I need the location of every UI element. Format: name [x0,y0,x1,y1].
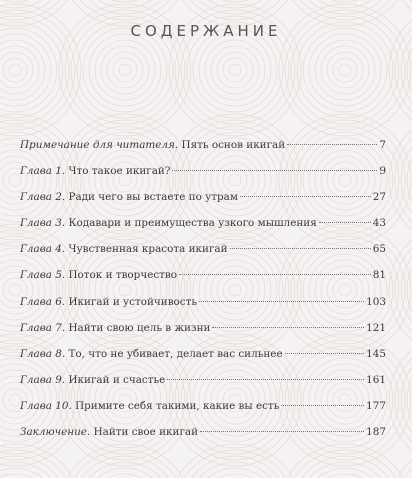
page-number: 65 [372,243,386,256]
chapter-title: Что такое икигай? [68,165,171,178]
page-number: 9 [379,165,386,178]
toc-entry[interactable] [20,347,386,373]
chapter-title: Найти свою цель в жизни [68,321,211,334]
toc-entry[interactable] [20,399,386,425]
dot-leader [167,379,364,380]
toc-entry[interactable] [20,295,386,321]
chapter-label: Глава 9. [20,373,66,386]
dot-leader [281,405,364,406]
toc-entry[interactable] [20,268,386,294]
dot-leader [319,222,371,223]
chapter-label: Глава 3. [20,217,66,230]
chapter-label: Глава 10. [20,399,72,412]
chapter-title: Чувственная красота икигай [68,243,228,256]
chapter-label: Глава 1. [20,165,66,178]
toc-entry[interactable] [20,138,386,164]
page-number: 103 [366,295,386,308]
toc-entry[interactable] [20,190,386,216]
page-number: 145 [366,347,386,360]
page-number: 177 [366,399,386,412]
chapter-title: Икигай и счастье [68,373,166,386]
dot-leader [179,274,371,275]
chapter-title: Кодавари и преимущества узкого мышления [68,217,317,230]
chapter-label: Глава 4. [20,243,66,256]
dot-leader [287,144,377,145]
table-of-contents [20,138,386,451]
chapter-title: Икигай и устойчивость [68,295,198,308]
dot-leader [172,170,377,171]
page-number: 7 [379,139,386,151]
toc-entry[interactable] [20,321,386,347]
page-number: 161 [366,373,386,386]
chapter-label: Глава 6. [20,295,66,308]
chapter-title: То, что не убивает, делает вас сильнее [68,347,283,360]
dot-leader [199,301,364,302]
chapter-title: Поток и творчество [68,269,178,282]
page-title: СОДЕРЖАНИЕ [130,22,282,40]
chapter-title: Пять основ икигай [181,139,286,151]
toc-entry[interactable] [20,425,386,451]
chapter-title: Ради чего вы встаете по утрам [68,191,238,204]
toc-entry[interactable] [20,164,386,190]
page-number: 187 [366,426,386,439]
chapter-label: Глава 8. [20,347,66,360]
page-number: 81 [372,269,386,282]
dot-leader [285,353,365,354]
toc-entry[interactable] [20,373,386,399]
dot-leader [212,327,364,328]
toc-entry[interactable] [20,216,386,242]
chapter-title: Найти свое икигай [93,426,199,439]
chapter-label: Глава 2. [20,191,66,204]
dot-leader [230,248,371,249]
page-number: 27 [372,191,386,204]
dot-leader [200,431,364,432]
dot-leader [240,196,371,197]
chapter-label: Заключение. [20,426,91,439]
chapter-label: Примечание для читателя. [20,139,179,151]
page-number: 43 [372,217,386,230]
chapter-label: Глава 7. [20,321,66,334]
chapter-title: Примите себя такими, какие вы есть [75,399,280,412]
toc-entry[interactable] [20,242,386,268]
page-number: 121 [366,321,386,334]
chapter-label: Глава 5. [20,269,66,282]
